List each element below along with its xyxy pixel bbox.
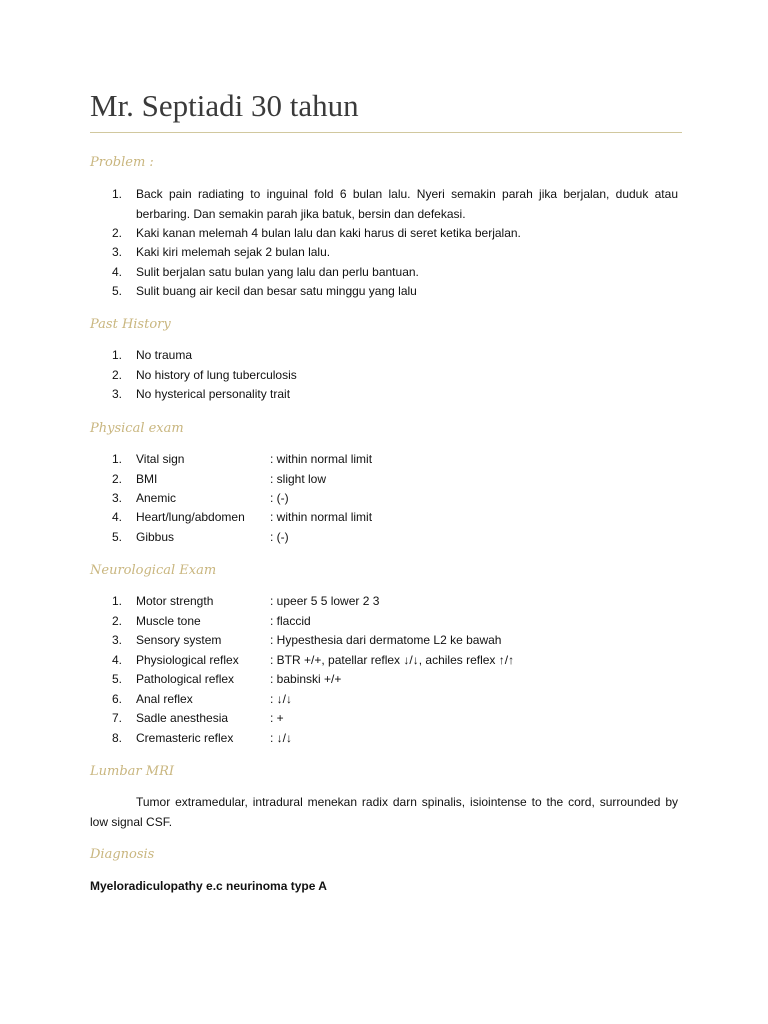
exam-value: : flaccid xyxy=(270,614,311,628)
exam-label: BMI xyxy=(136,472,158,486)
list-number: 4. xyxy=(112,653,123,667)
exam-label: Motor strength xyxy=(136,594,214,608)
exam-value: : (-) xyxy=(270,530,289,544)
list-number: 1. xyxy=(112,348,123,362)
list-number: 5. xyxy=(112,284,123,298)
list-text: No history of lung tuberculosis xyxy=(136,368,297,382)
list-number: 3. xyxy=(112,387,123,401)
neurological-exam-heading: Neurological Exam xyxy=(90,563,217,578)
exam-label: Heart/lung/abdomen xyxy=(136,510,245,524)
exam-label: Physiological reflex xyxy=(136,653,239,667)
list-text: Kaki kiri melemah sejak 2 bulan lalu. xyxy=(136,245,331,259)
list-number: 2. xyxy=(112,226,123,240)
list-text: Back pain radiating to inguinal fold 6 bulan lalu. Nyeri semakin parah jika berjalan, duduk atau berbaring. Dan semakin parah jika batuk, bersin dan defekasi. xyxy=(136,187,678,221)
exam-label: Cremasteric reflex xyxy=(136,731,234,745)
list-number: 1. xyxy=(112,452,123,466)
list-number: 5. xyxy=(112,672,123,686)
exam-value: : babinski +/+ xyxy=(270,672,342,686)
list-number: 8. xyxy=(112,731,123,745)
exam-value: : upeer 5 5 lower 2 3 xyxy=(270,594,380,608)
exam-value: : within normal limit xyxy=(270,452,373,466)
lumbar-mri-paragraph: Tumor extramedular, intradural menekan radix darn spinalis, isiointense to the cord, surrounded by low signal CSF. xyxy=(90,795,678,829)
list-number: 2. xyxy=(112,368,123,382)
exam-value: : slight low xyxy=(270,472,327,486)
exam-label: Muscle tone xyxy=(136,614,201,628)
exam-label: Sadle anesthesia xyxy=(136,711,229,725)
past-history-heading: Past History xyxy=(90,317,171,332)
list-number: 1. xyxy=(112,594,123,608)
list-number: 3. xyxy=(112,245,123,259)
exam-label: Gibbus xyxy=(136,530,175,544)
list-text: No hysterical personality trait xyxy=(136,387,291,401)
list-number: 3. xyxy=(112,491,123,505)
list-number: 4. xyxy=(112,510,123,524)
list-number: 7. xyxy=(112,711,123,725)
exam-value: : within normal limit xyxy=(270,510,373,524)
page-title: Mr. Septiadi 30 tahun xyxy=(90,88,682,133)
list-number: 6. xyxy=(112,692,123,706)
diagnosis-heading: Diagnosis xyxy=(90,847,155,862)
list-number: 3. xyxy=(112,633,123,647)
list-number: 1. xyxy=(112,187,123,201)
exam-label: Anemic xyxy=(136,491,177,505)
exam-label: Pathological reflex xyxy=(136,672,235,686)
list-text: No trauma xyxy=(136,348,193,362)
exam-value: : BTR +/+, patellar reflex ↓/↓, achiles reflex ↑/↑ xyxy=(270,653,515,667)
exam-value: : (-) xyxy=(270,491,289,505)
exam-label: Vital sign xyxy=(136,452,185,466)
list-text: Kaki kanan melemah 4 bulan lalu dan kaki harus di seret ketika berjalan. xyxy=(136,226,521,240)
diagnosis-text: Myeloradiculopathy e.c neurinoma type A xyxy=(90,879,327,893)
exam-value: : + xyxy=(270,711,284,725)
exam-value: : ↓/↓ xyxy=(270,692,293,706)
exam-label: Sensory system xyxy=(136,633,222,647)
problem-heading: Problem : xyxy=(90,155,154,170)
exam-label: Anal reflex xyxy=(136,692,193,706)
list-number: 4. xyxy=(112,265,123,279)
exam-value: : Hypesthesia dari dermatome L2 ke bawah xyxy=(270,633,502,647)
list-text: Sulit berjalan satu bulan yang lalu dan perlu bantuan. xyxy=(136,265,419,279)
exam-value: : ↓/↓ xyxy=(270,731,293,745)
lumbar-mri-heading: Lumbar MRI xyxy=(90,764,174,779)
list-number: 2. xyxy=(112,472,123,486)
physical-exam-heading: Physical exam xyxy=(90,421,184,436)
list-number: 5. xyxy=(112,530,123,544)
list-text: Sulit buang air kecil dan besar satu minggu yang lalu xyxy=(136,284,417,298)
list-number: 2. xyxy=(112,614,123,628)
